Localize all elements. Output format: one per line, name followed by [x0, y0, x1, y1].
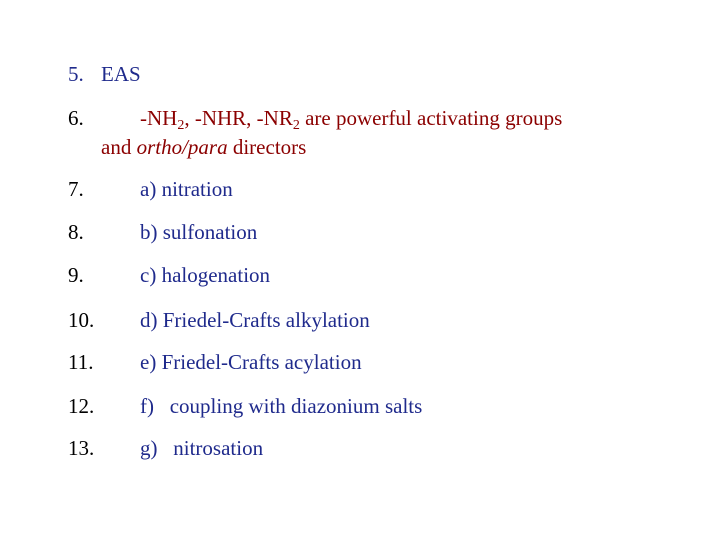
item-text: e) Friedel-Crafts acylation	[140, 350, 362, 374]
item-text: c) halogenation	[140, 263, 271, 287]
item-text: b) sulfonation	[140, 220, 258, 244]
item-text: g) nitrosation	[140, 436, 264, 460]
item-number: 12.	[68, 394, 95, 418]
item-number: 7.	[68, 177, 84, 201]
item-number: 9.	[68, 263, 84, 287]
item-number: 5.	[68, 62, 84, 86]
item-text: f) coupling with diazonium salts	[140, 394, 423, 418]
item-text: d) Friedel-Crafts alkylation	[140, 308, 370, 332]
item-number: 11.	[68, 350, 94, 374]
item-number: 6.	[68, 106, 84, 130]
item-number: 10.	[68, 308, 95, 332]
item-text: a) nitration	[140, 177, 233, 201]
item-number: 13.	[68, 436, 95, 460]
item-text-line-1: $-NH_2$, -NHR, $-NR_2$ are powerful activating groups	[140, 106, 563, 133]
item-text: EAS	[101, 62, 141, 86]
item-text-line-2: and ortho/para directors	[101, 135, 307, 159]
item-number: 8.	[68, 220, 84, 244]
